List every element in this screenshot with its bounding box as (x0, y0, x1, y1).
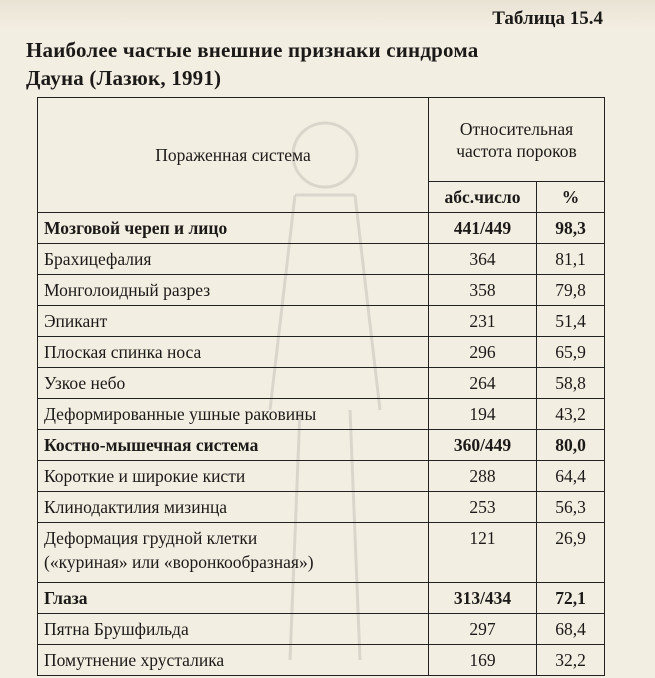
table-row (38, 306, 605, 337)
header-abs: абс.число (429, 182, 537, 213)
row-abs: 169 (429, 645, 537, 676)
header-frequency-line1: Относительная (459, 118, 574, 139)
row-abs: 358 (429, 275, 537, 306)
row-pct: 65,9 (537, 337, 605, 368)
data-table (37, 97, 605, 676)
row-abs: 296 (429, 337, 537, 368)
header-pct: % (537, 182, 605, 213)
header-frequency-line2: частота пороков (456, 140, 577, 161)
row-name: Деформированные ушные раковины (38, 399, 429, 430)
row-name: Узкое небо (38, 368, 429, 399)
table-title (26, 36, 626, 92)
row-name (38, 523, 429, 583)
row-name: Пятна Брушфильда (38, 614, 429, 645)
header-row (38, 98, 605, 182)
row-abs: 364 (429, 244, 537, 275)
row-abs: 313/434 (429, 583, 537, 614)
row-name: Костно-мышечная система (38, 430, 429, 461)
row-name-line1: Деформация грудной клетки (44, 528, 258, 548)
header-frequency (429, 98, 605, 182)
row-pct: 68,4 (537, 614, 605, 645)
table-row (38, 583, 605, 614)
row-abs: 360/449 (429, 430, 537, 461)
row-pct: 56,3 (537, 492, 605, 523)
row-pct: 72,1 (537, 583, 605, 614)
row-pct: 98,3 (537, 213, 605, 244)
row-abs: 194 (429, 399, 537, 430)
row-abs: 441/449 (429, 213, 537, 244)
row-name: Клинодактилия мизинца (38, 492, 429, 523)
row-pct: 58,8 (537, 368, 605, 399)
row-name: Плоская спинка носа (38, 337, 429, 368)
row-pct: 64,4 (537, 461, 605, 492)
table-row (38, 244, 605, 275)
table-row (38, 399, 605, 430)
row-name-line2: («куриная» или «воронкообразная») (44, 552, 314, 572)
table-row (38, 275, 605, 306)
row-pct: 81,1 (537, 244, 605, 275)
row-pct: 32,2 (537, 645, 605, 676)
table-row (38, 213, 605, 244)
row-name: Глаза (38, 583, 429, 614)
header-system: Пораженная система (38, 98, 429, 213)
row-name: Брахицефалия (38, 244, 429, 275)
row-pct: 80,0 (537, 430, 605, 461)
table-row (38, 492, 605, 523)
row-name: Мозговой череп и лицо (38, 213, 429, 244)
row-abs: 253 (429, 492, 537, 523)
row-abs: 288 (429, 461, 537, 492)
row-abs: 121 (429, 523, 537, 583)
row-name: Монголоидный разрез (38, 275, 429, 306)
table-row (38, 523, 605, 583)
row-abs: 297 (429, 614, 537, 645)
table-row (38, 645, 605, 676)
row-pct: 79,8 (537, 275, 605, 306)
table-row (38, 368, 605, 399)
table-title-line2: Дауна (Лазюк, 1991) (26, 66, 222, 90)
row-name: Помутнение хрусталика (38, 645, 429, 676)
row-abs: 231 (429, 306, 537, 337)
table-title-line1: Наиболее частые внешние признаки синдрома (26, 38, 479, 62)
row-name: Короткие и широкие кисти (38, 461, 429, 492)
table-row (38, 430, 605, 461)
table-number: Таблица 15.4 (492, 8, 603, 29)
row-pct: 51,4 (537, 306, 605, 337)
table-row (38, 461, 605, 492)
table-row (38, 337, 605, 368)
row-abs: 264 (429, 368, 537, 399)
row-pct: 43,2 (537, 399, 605, 430)
table-row (38, 614, 605, 645)
row-name: Эпикант (38, 306, 429, 337)
row-pct: 26,9 (537, 523, 605, 583)
